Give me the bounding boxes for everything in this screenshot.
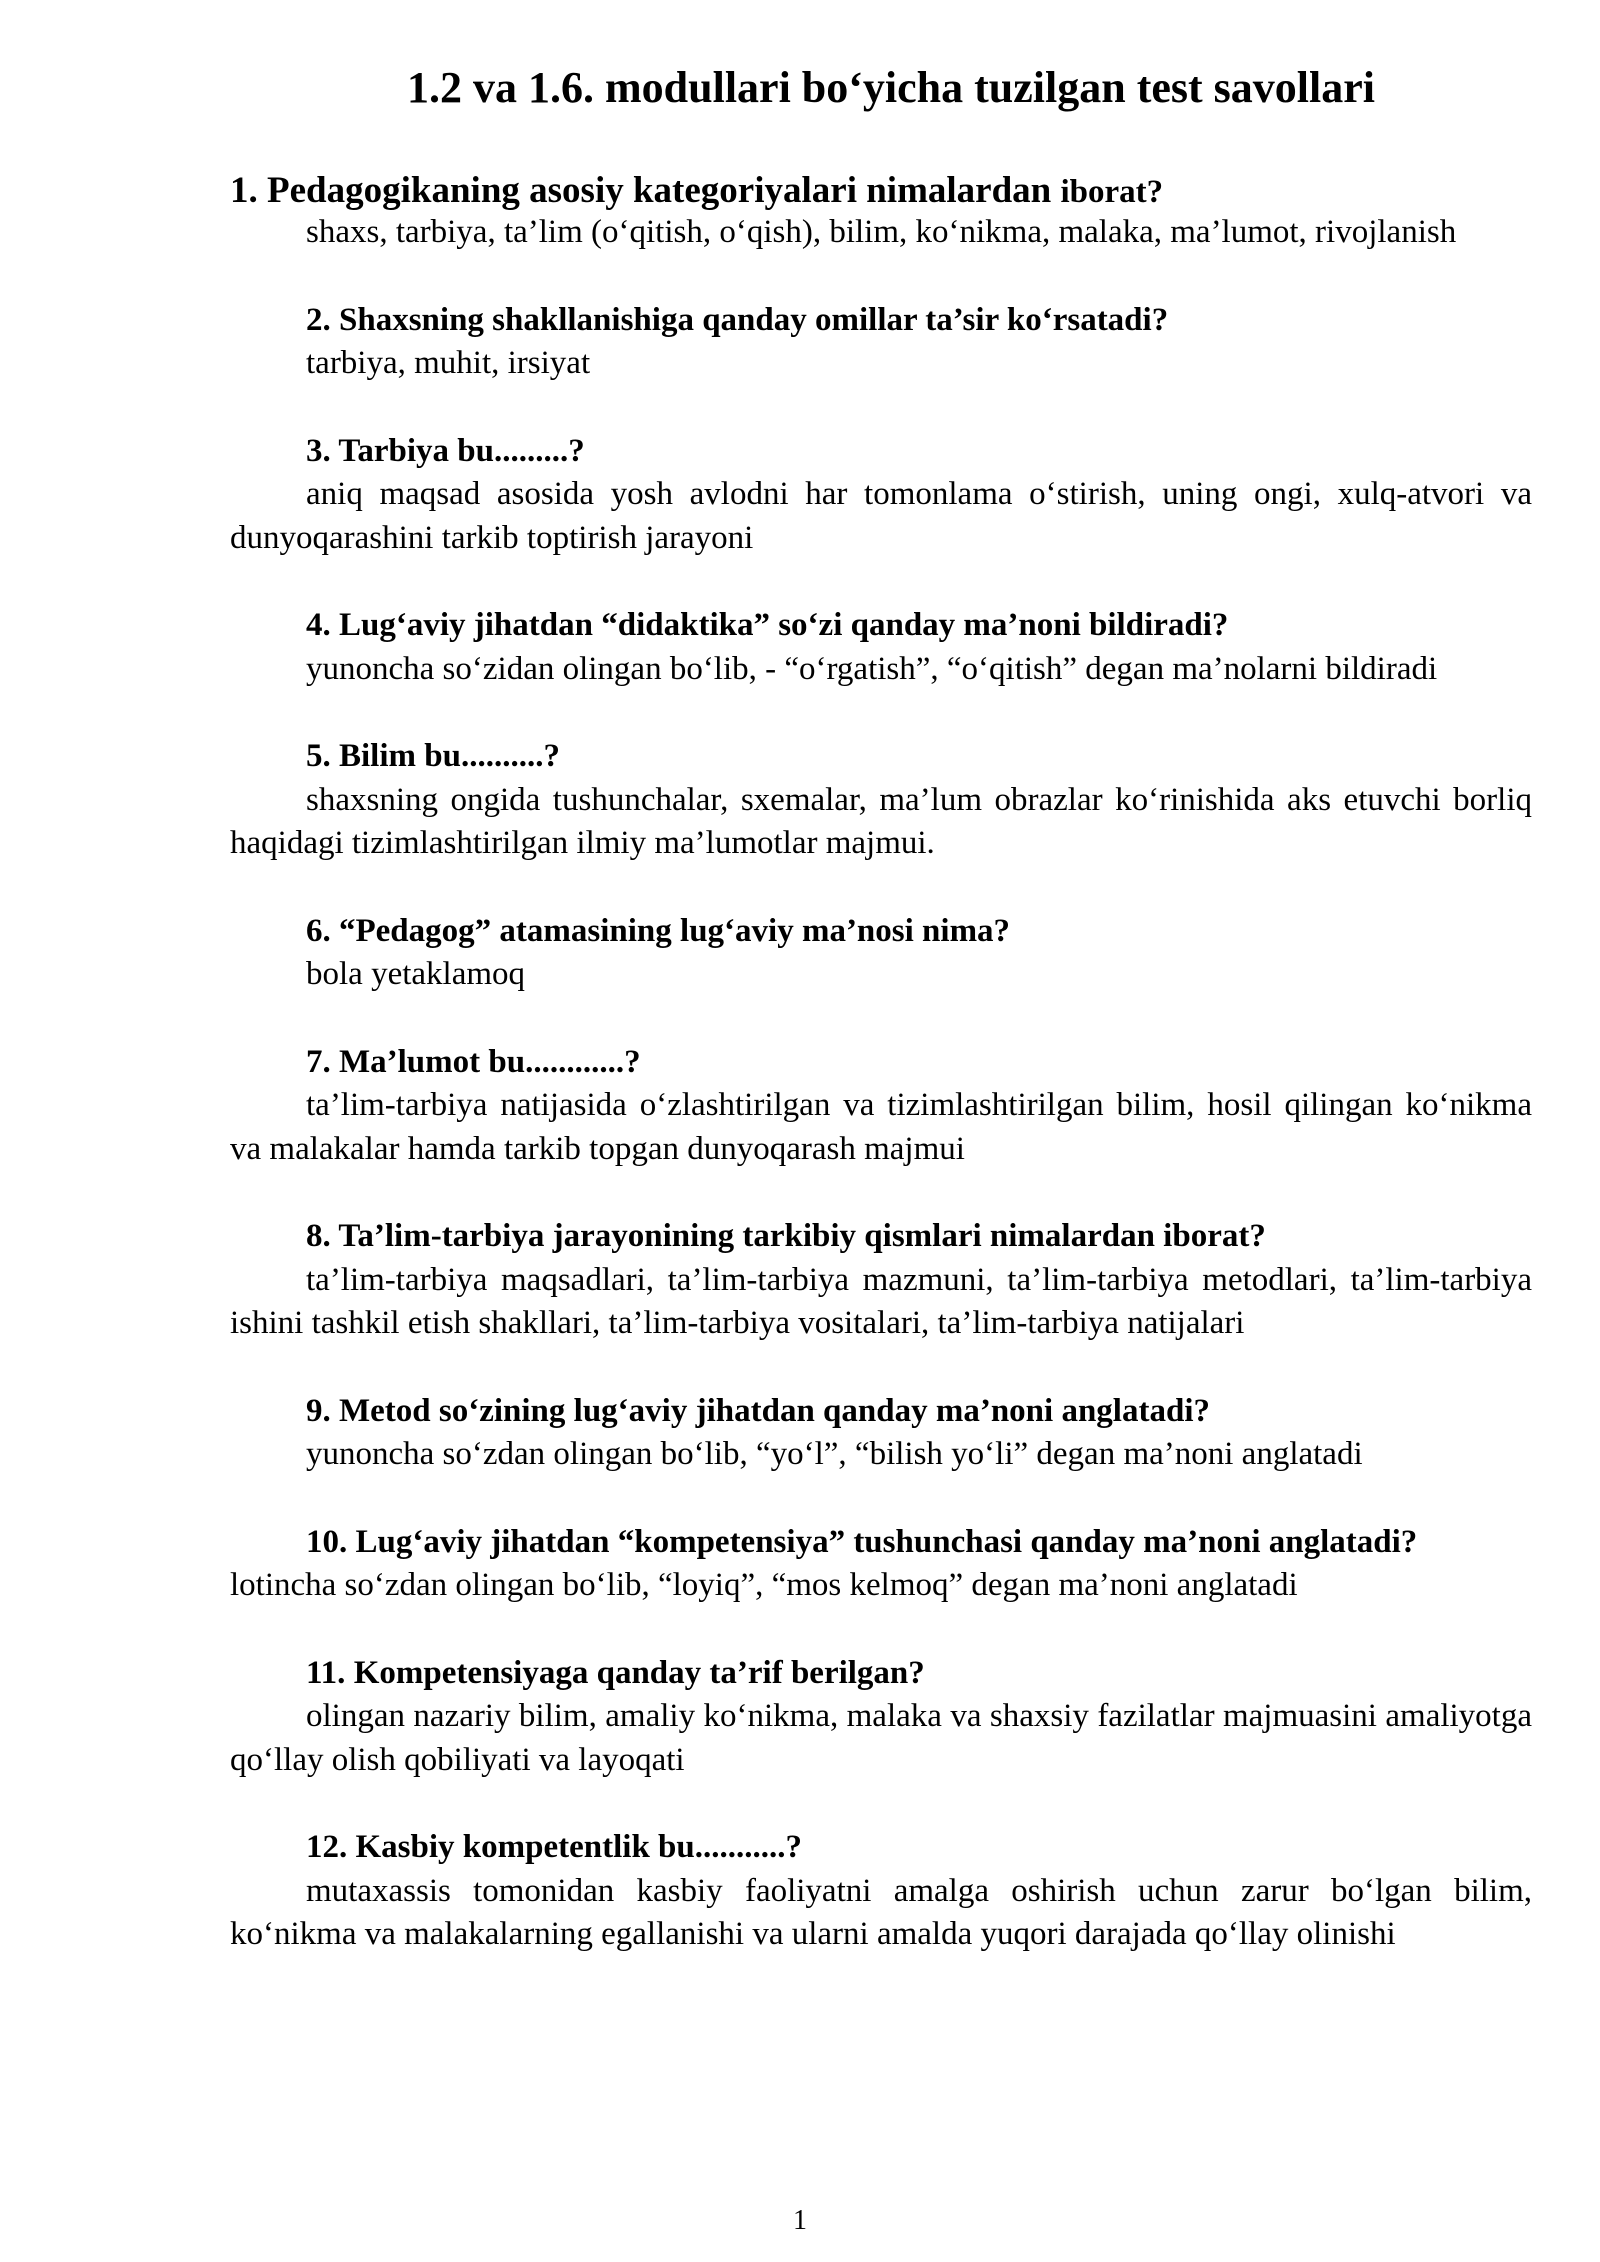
answer-12: mutaxassis tomonidan kasbiy faoliyatni amalga oshirish uchun zarur bo‘lgan bilim, ko‘nikma va malakalarning egallanishi va ularni amalda yuqori darajada qo‘llay olinishi — [230, 1872, 1532, 1952]
question-text: Lug‘aviy jihatdan “didaktika” so‘zi qanday ma’noni bildiradi? — [339, 607, 1229, 643]
question-5 — [230, 735, 1532, 779]
question-text: Pedagogikaning asosiy kategoriyalari nimalardan — [267, 170, 1052, 211]
answer-7: ta’lim-tarbiya natijasida o‘zlashtirilgan va tizimlashtirilgan bilim, hosil qilingan ko‘nikma va malakalar hamda tarkib topgan dunyoqarash majmui — [230, 1087, 1532, 1167]
question-number: 3. — [306, 432, 331, 469]
answer-11: olingan nazariy bilim, amaliy ko‘nikma, malaka va shaxsiy fazilatlar majmuasini amaliyotga qo‘llay olish qobiliyati va layoqati — [230, 1698, 1532, 1778]
question-6 — [230, 910, 1532, 954]
question-number: 10. — [306, 1523, 348, 1560]
question-block-11 — [230, 1652, 1532, 1783]
answer-1: shaxs, tarbiya, ta’lim (o‘qitish, o‘qish), bilim, ko‘nikma, malaka, ma’lumot, rivojlanish — [306, 214, 1457, 250]
question-block-6 — [230, 910, 1532, 997]
answer-3: aniq maqsad asosida yosh avlodni har tomonlama o‘stirish, uning ongi, xulq-atvori va dunyoqarashini tarkib toptirish jarayoni — [230, 476, 1532, 556]
answer-8: ta’lim-tarbiya maqsadlari, ta’lim-tarbiya mazmuni, ta’lim-tarbiya metodlari, ta’lim-tarbiya ishini tashkil etish shakllari, ta’lim-tarbiya vositalari, ta’lim-tarbiya natijalari — [230, 1261, 1532, 1341]
question-text: Ma’lumot bu............? — [339, 1043, 641, 1080]
question-block-5 — [230, 735, 1532, 866]
page-number: 1 — [793, 2205, 807, 2236]
answer-10: lotincha so‘zdan olingan bo‘lib, “loyiq”, “mos kelmoq” degan ma’noni anglatadi — [230, 1567, 1298, 1603]
answer-4: yunoncha so‘zidan olingan bo‘lib, - “o‘rgatish”, “o‘qitish” degan ma’nolarni bildiradi — [306, 650, 1438, 687]
question-block-4 — [230, 604, 1532, 691]
question-text: Metod so‘zining lug‘aviy jihatdan qanday ma’noni anglatadi? — [339, 1392, 1210, 1429]
question-block-2 — [230, 299, 1532, 386]
page-title: 1.2 va 1.6. modullari bo‘yicha tuzilgan test savollari — [407, 63, 1375, 112]
question-number: 9. — [306, 1392, 331, 1429]
question-number: 7. — [306, 1043, 331, 1080]
question-4 — [230, 604, 1532, 648]
question-text: Shaxsning shakllanishiga qanday omillar ta’sir ko‘rsatadi? — [339, 301, 1169, 338]
question-block-7 — [230, 1041, 1532, 1172]
question-number: 11. — [306, 1654, 346, 1691]
question-block-10 — [230, 1521, 1532, 1608]
question-1 — [230, 166, 1532, 217]
question-number: 8. — [306, 1218, 331, 1254]
question-block-8 — [230, 1215, 1532, 1346]
answer-5: shaxsning ongida tushunchalar, sxemalar, ma’lum obrazlar ko‘rinishida aks etuvchi borliq haqidagi tizimlashtirilgan ilmiy ma’lumotlar majmui. — [230, 781, 1532, 861]
question-text: “Pedagog” atamasining lug‘aviy ma’nosi nima? — [339, 912, 1011, 949]
answer-6: bola yetaklamoq — [306, 956, 526, 992]
question-number: 4. — [306, 607, 331, 643]
question-text-tail: iborat? — [1060, 174, 1164, 210]
question-block-1 — [230, 166, 1532, 255]
question-3 — [230, 430, 1532, 474]
question-2 — [230, 299, 1532, 343]
question-number: 2. — [306, 301, 331, 338]
question-block-3 — [230, 430, 1532, 561]
question-10 — [230, 1521, 1532, 1565]
question-text: Ta’lim-tarbiya jarayonining tarkibiy qismlari nimalardan iborat? — [338, 1218, 1266, 1254]
question-block-9 — [230, 1390, 1532, 1477]
question-number: 5. — [306, 738, 331, 774]
question-number: 6. — [306, 912, 331, 949]
question-text: Lug‘aviy jihatdan “kompetensiya” tushunchasi qanday ma’noni anglatadi? — [355, 1523, 1418, 1560]
question-number: 1. — [230, 170, 258, 211]
question-text: Kasbiy kompetentlik bu...........? — [355, 1829, 802, 1865]
question-block-12 — [230, 1826, 1532, 1957]
question-text: Kompetensiyaga qanday ta’rif berilgan? — [353, 1654, 925, 1691]
question-11 — [230, 1652, 1532, 1696]
answer-2: tarbiya, muhit, irsiyat — [306, 345, 591, 381]
question-text: Tarbiya bu.........? — [338, 432, 585, 469]
question-12 — [230, 1826, 1532, 1870]
question-9 — [230, 1390, 1532, 1434]
question-7 — [230, 1041, 1532, 1085]
question-text: Bilim bu..........? — [339, 738, 560, 774]
answer-9: yunoncha so‘zdan olingan bo‘lib, “yo‘l”, “bilish yo‘li” degan ma’noni anglatadi — [306, 1436, 1363, 1472]
document-page — [230, 58, 1532, 2001]
question-8 — [230, 1215, 1532, 1259]
question-number: 12. — [306, 1829, 348, 1865]
